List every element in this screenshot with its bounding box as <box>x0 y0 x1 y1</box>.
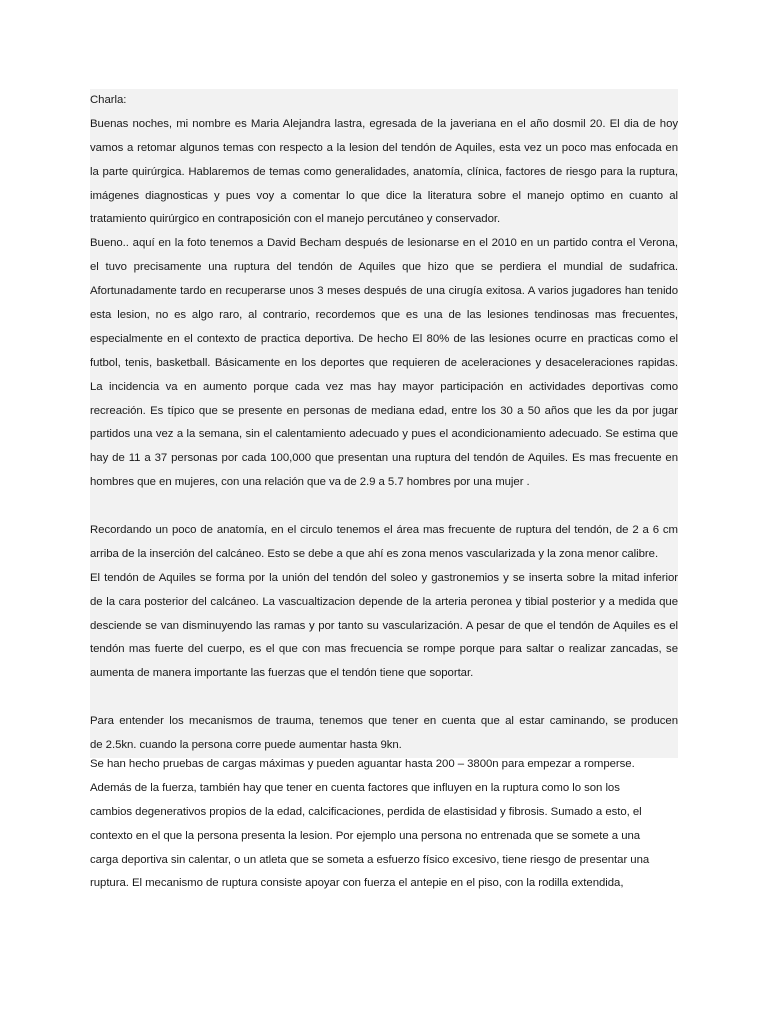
paragraph-line: El tendón de Aquiles se forma por la unión del tendón del soleo y gastronemios y se inserta sobre la mitad inferior <box>90 571 678 584</box>
paragraph-line: La incidencia va en aumento porque cada vez mas hay mayor participación en actividades deportivas como <box>90 380 678 393</box>
paragraph-line: el tuvo precisamente una ruptura del tendón de Aquiles que hizo que se perdiera el mundial de sudafrica. <box>90 261 678 274</box>
paragraph-line: arriba de la inserción del calcáneo. Esto se debe a que ahí es zona menos vascularizada y la zona menor calibre. <box>90 547 659 560</box>
paragraph-line: la parte quirúrgica. Hablaremos de temas como generalidades, anatomía, clínica, factores de riesgo para la ruptura, <box>90 165 678 178</box>
paragraph-line: Para entender los mecanismos de trauma, tenemos que tener en cuenta que al estar caminando, se producen <box>90 715 678 728</box>
paragraph-line: vamos a retomar algunos temas con respecto a la lesion del tendón de Aquiles, esta vez un poco mas enfocada en <box>90 141 678 154</box>
paragraph-line: de la cara posterior del calcáneo. La vascualtizacion depende de la arteria peronea y tibial posterior y a medida que <box>90 595 678 608</box>
paragraph-line: hombres que en mujeres, con una relación que va de 2.9 a 5.7 hombres por una mujer . <box>90 476 530 489</box>
document-body-shaded <box>90 89 678 758</box>
paragraph-line: carga deportiva sin calentar, o un atleta que se someta a esfuerzo físico excesivo, tiene riesgo de presentar una <box>90 853 650 866</box>
paragraph-line: desciende se van disminuyendo las ramas y por tanto su vascularización. A pesar de que el tendón de Aquiles es el <box>90 619 678 632</box>
paragraph-line: tendón mas fuerte del cuerpo, es el que con mas frecuencia se rompe porque para saltar o realizar zancadas, se <box>90 643 678 656</box>
document-body-plain <box>90 753 678 896</box>
paragraph-line: futbol, tenis, basketball. Básicamente en los deportes que requieren de aceleraciones y desaceleraciones rapidas. <box>90 356 678 369</box>
paragraph-line: Recordando un poco de anatomía, en el circulo tenemos el área mas frecuente de ruptura del tendón, de 2 a 6 cm <box>90 524 678 537</box>
paragraph-line: imágenes diagnosticas y pues voy a comentar lo que dice la literatura sobre el manejo optimo en cuanto al <box>90 189 678 202</box>
paragraph-line: tratamiento quirúrgico en contraposición con el manejo percutáneo y conservador. <box>90 213 501 226</box>
paragraph-line: Afortunadamente tardo en recuperarse unos 3 meses después de una cirugía exitosa. A varios jugadores han tenido <box>90 285 678 298</box>
paragraph-line: Buenas noches, mi nombre es Maria Alejandra lastra, egresada de la javeriana en el año dosmil 20. El dia de hoy <box>90 117 678 130</box>
paragraph-line: partidos una vez a la semana, sin el calentamiento adecuado y pues el acondicionamiento adecuado. Se estima que <box>90 428 678 441</box>
paragraph-line: esta lesion, no es algo raro, al contrario, recordemos que es una de las lesiones tendinosas mas frecuentes, <box>90 309 678 322</box>
paragraph-line: especialmente en el contexto de practica deportiva. De hecho El 80% de las lesiones ocurre en practicas como el <box>90 332 678 345</box>
paragraph-line: aumenta de manera importante las fuerzas que el tendón tiene que soportar. <box>90 667 474 680</box>
paragraph-line: de 2.5kn. cuando la persona corre puede aumentar hasta 9kn. <box>90 739 402 752</box>
paragraph-line: contexto en el que la persona presenta la lesion. Por ejemplo una persona no entrenada que se somete a una <box>90 829 641 842</box>
paragraph-line: ruptura. El mecanismo de ruptura consiste apoyar con fuerza el antepie en el piso, con la rodilla extendida, <box>90 877 624 890</box>
paragraph-spacer <box>90 495 678 519</box>
paragraph-line: cambios degenerativos propios de la edad, calcificaciones, perdida de elastisidad y fibrosis. Sumado a esto, el <box>90 805 642 818</box>
paragraph-line: Se han hecho pruebas de cargas máximas y pueden aguantar hasta 200 – 3800n para empezar a romperse. <box>90 758 635 770</box>
paragraph-line: hay de 11 a 37 personas por cada 100,000 que presentan una ruptura del tendón de Aquiles. Es mas frecuente en <box>90 452 678 465</box>
paragraph-spacer <box>90 686 678 710</box>
paragraph-line: Además de la fuerza, también hay que tener en cuenta factores que influyen en la ruptura como lo son los <box>90 781 620 794</box>
heading-charla: Charla: <box>90 94 127 106</box>
paragraph-line: recreación. Es típico que se presente en personas de mediana edad, entre los 30 a 50 años que les da por jugar <box>90 404 678 417</box>
paragraph-line: Bueno.. aquí en la foto tenemos a David Becham después de lesionarse en el 2010 en un partido contra el Verona, <box>90 237 678 250</box>
